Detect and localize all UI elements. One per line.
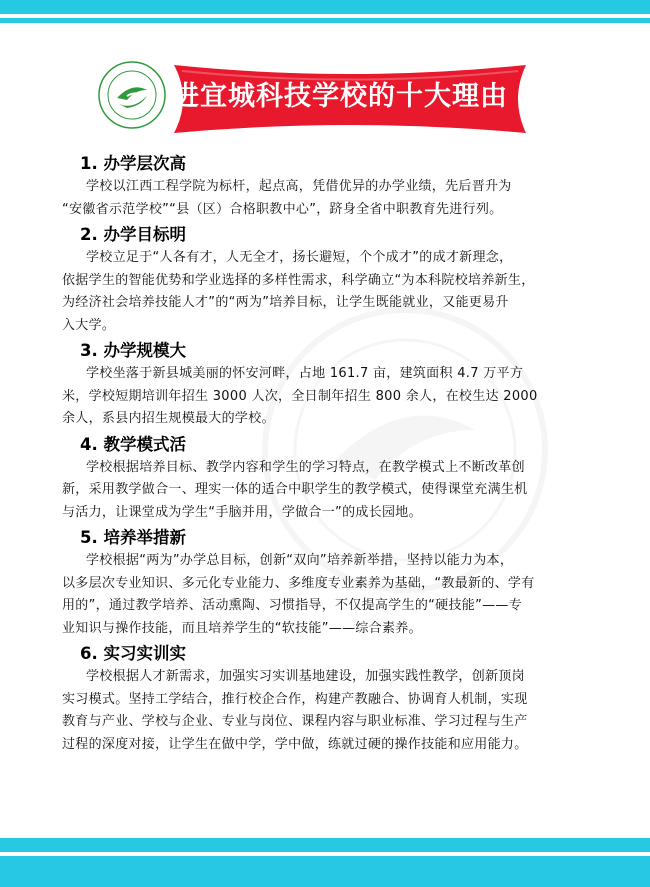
reason-section-1 — [62, 152, 622, 221]
reason-heading: 5. 培养举措新 — [80, 528, 186, 547]
reason-section-6 — [62, 642, 622, 756]
reason-body: 学校根据培养目标、教学内容和学生的学习特点，在教学模式上不断改革创 新，采用教学做合一、理实一体的适合中职学生的教学模式，使得课堂充满生机 与活力，让课堂成为学生“手脑并用，学做合一”的成长园地。 — [62, 459, 528, 520]
reason-heading: 3. 办学规模大 — [80, 341, 186, 360]
bottom-accent-bar — [0, 856, 650, 887]
reason-section-5 — [62, 526, 622, 640]
reason-body: 学校根据“两为”办学总目标，创新“双向”培养新举措，坚持以能力为本， 以多层次专业知识、多元化专业能力、多维度专业素养为基础，“教最新的、学有 用的”，通过教学培养、活动熏陶、习惯指导，不仅提高学生的“硬技能”——专 业知识与操作技能，而且培养学生的“软技能”——综合素养。 — [62, 553, 535, 636]
reasons-list — [62, 150, 622, 756]
reason-body: 学校坐落于新县城美丽的怀安河畔，占地 161.7 亩，建筑面积 4.7 万平方 米，学校短期培训年招生 3000 人次，全日制年招生 800 余人，在校生达 2000 余人，系县内招生规模最大的学校。 — [62, 366, 538, 426]
reason-body: 学校以江西工程学院为标杆，起点高，凭借优异的办学业绩，先后晋升为 “安徽省示范学校”“县（区）合格职教中心”，跻身全省中职教育先进行列。 — [62, 179, 512, 217]
reason-section-4 — [62, 433, 622, 525]
reason-body: 学校立足于“人各有才，人无全才，扬长避短，个个成才”的成才新理念， 依据学生的智能优势和学业选择的多样性需求，科学确立“为本科院校培养新生， 为经济社会培养技能人才”的“两为”培养目标，让学生既能就业，又能更易升 入大学。 — [62, 250, 535, 333]
bottom-accent-stripe — [0, 838, 650, 852]
reason-heading: 6. 实习实训实 — [80, 644, 186, 663]
reason-section-3 — [62, 339, 622, 431]
reason-body: 学校根据人才新需求，加强实习实训基地建设，加强实践性教学，创新顶岗 实习模式。坚持工学结合，推行校企合作，构建产教融合、协调育人机制，实现 教育与产业、学校与企业、专业与岗位、课程内容与职业标准、学习过程与生产 过程的深度对接，让学生在做中学，学中做，练就过硬的操作技能和应用能力。 — [62, 669, 528, 752]
reason-heading: 1. 办学层次高 — [80, 154, 186, 173]
reason-heading: 4. 教学模式活 — [80, 434, 186, 454]
reason-heading: 2. 办学目标明 — [80, 225, 186, 244]
top-accent-bar — [0, 0, 650, 14]
page-title: 进宜城科技学校的十大理由 — [172, 81, 508, 112]
reason-section-2 — [62, 223, 622, 337]
top-accent-stripe — [0, 18, 650, 23]
school-logo-icon — [97, 60, 167, 130]
